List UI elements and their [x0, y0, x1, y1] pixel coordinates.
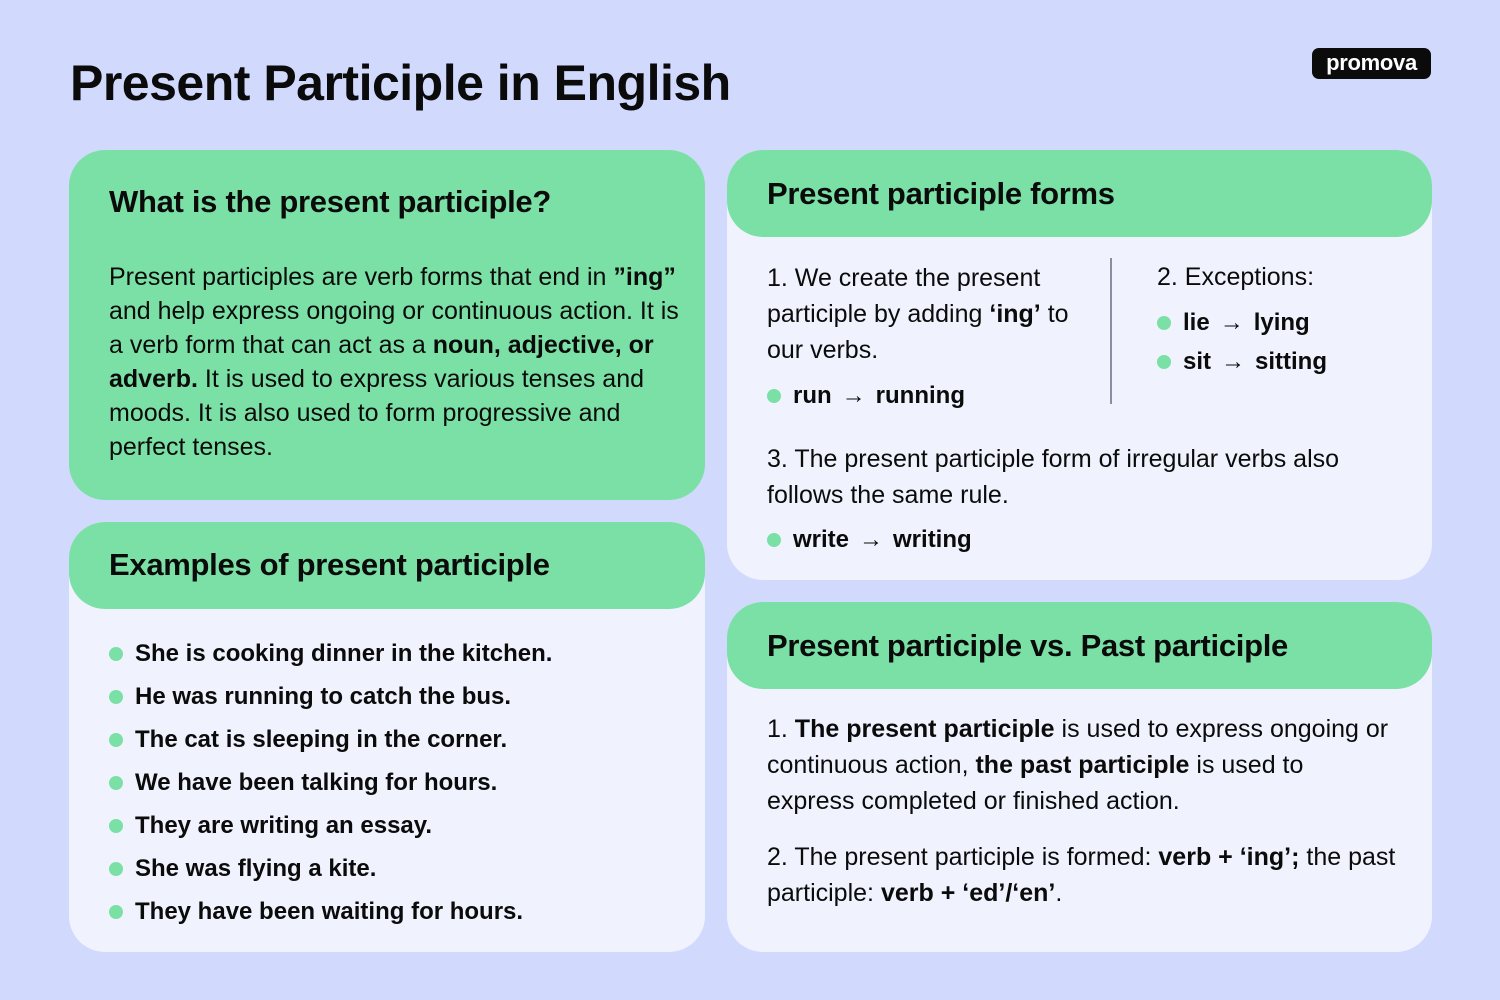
bullet-dot	[109, 862, 123, 876]
point-bold: verb + ‘ing’;	[1158, 843, 1300, 871]
list-item	[109, 847, 689, 890]
point-bold: The present participle	[794, 715, 1055, 743]
example-run	[767, 382, 965, 410]
list-item	[109, 718, 689, 761]
point-text: 2. The present participle is formed:	[767, 843, 1159, 871]
bullet-dot	[109, 776, 123, 790]
forms-rule-2: 2. Exceptions:	[1157, 263, 1315, 291]
bullet-dot	[109, 690, 123, 704]
list-item	[109, 632, 689, 675]
brand-logo: promova	[1312, 48, 1431, 79]
point-bold: verb + ‘ed’/‘en’	[880, 879, 1056, 907]
point-text: the past participle:	[767, 843, 1396, 907]
example-text: He was running to catch the bus.	[135, 682, 512, 710]
example-text: She is cooking dinner in the kitchen.	[135, 639, 553, 667]
verb-participle: writing	[893, 526, 972, 553]
point-text: is used to express ongoing or continuous action,	[767, 715, 1389, 779]
forms-header	[727, 150, 1432, 237]
example-text: The cat is sleeping in the corner.	[135, 725, 508, 753]
arrow-icon: →	[841, 382, 866, 409]
bullet-dot	[767, 533, 781, 547]
examples-heading: Examples of present participle	[109, 547, 550, 582]
bullet-dot	[109, 647, 123, 661]
verb-base: run	[793, 382, 832, 409]
versus-heading: Present participle vs. Past participle	[767, 628, 1288, 663]
bullet-dot	[1157, 316, 1171, 330]
bullet-dot	[109, 733, 123, 747]
verb-participle: sitting	[1255, 348, 1328, 375]
rule-text: to our verbs.	[767, 300, 1069, 364]
example-text: We have been talking for hours.	[135, 768, 498, 796]
bullet-dot	[109, 819, 123, 833]
rule-text: 1. We create the present participle by adding	[767, 264, 1041, 328]
exception-sit	[1157, 348, 1327, 376]
exception-lie	[1157, 309, 1310, 337]
definition-bold: noun, adjective, or adverb.	[109, 331, 654, 393]
example-text: They have been waiting for hours.	[135, 897, 524, 925]
page-title: Present Participle in English	[70, 55, 731, 111]
list-item	[109, 804, 689, 847]
arrow-icon: →	[1221, 348, 1246, 375]
forms-rule-1	[767, 260, 1087, 368]
arrow-icon: →	[1219, 309, 1244, 336]
point-bold: the past participle	[975, 751, 1190, 779]
example-text: She was flying a kite.	[135, 854, 377, 882]
list-item	[109, 890, 689, 933]
bullet-dot	[109, 905, 123, 919]
definition-part: It is used to express various tenses and moods. It is also used to form progressive and perfect tenses.	[109, 365, 645, 461]
definition-card	[69, 150, 705, 500]
definition-part: and help express ongoing or continuous action. It is a verb form that can act as a	[109, 297, 679, 359]
definition-ing: ”ing”	[613, 263, 676, 291]
rule-bold: ‘ing’	[989, 300, 1041, 328]
definition-text	[109, 260, 679, 464]
forms-rule-3: 3. The present participle form of irregular verbs also follows the same rule.	[767, 445, 1340, 509]
bullet-dot	[767, 389, 781, 403]
verb-participle: running	[875, 382, 965, 409]
arrow-icon: →	[859, 526, 884, 553]
definition-part: Present participles are verb forms that end in	[109, 263, 607, 291]
point-text: .	[1055, 879, 1063, 907]
verb-base: lie	[1183, 309, 1210, 336]
versus-point-1	[767, 711, 1397, 819]
examples-header	[69, 522, 705, 609]
verb-base: write	[793, 526, 850, 553]
point-text: 1.	[767, 715, 795, 743]
forms-heading: Present participle forms	[767, 176, 1115, 211]
verb-base: sit	[1183, 348, 1212, 375]
examples-list	[109, 632, 689, 933]
example-write	[767, 526, 972, 554]
list-item	[109, 761, 689, 804]
example-text: They are writing an essay.	[135, 811, 433, 839]
column-divider	[1110, 258, 1112, 404]
versus-point-2	[767, 839, 1397, 911]
verb-participle: lying	[1253, 309, 1310, 336]
list-item	[109, 675, 689, 718]
point-text: is used to express completed or finished action.	[767, 751, 1304, 815]
bullet-dot	[1157, 355, 1171, 369]
definition-heading: What is the present participle?	[109, 184, 552, 219]
versus-header	[727, 602, 1432, 689]
